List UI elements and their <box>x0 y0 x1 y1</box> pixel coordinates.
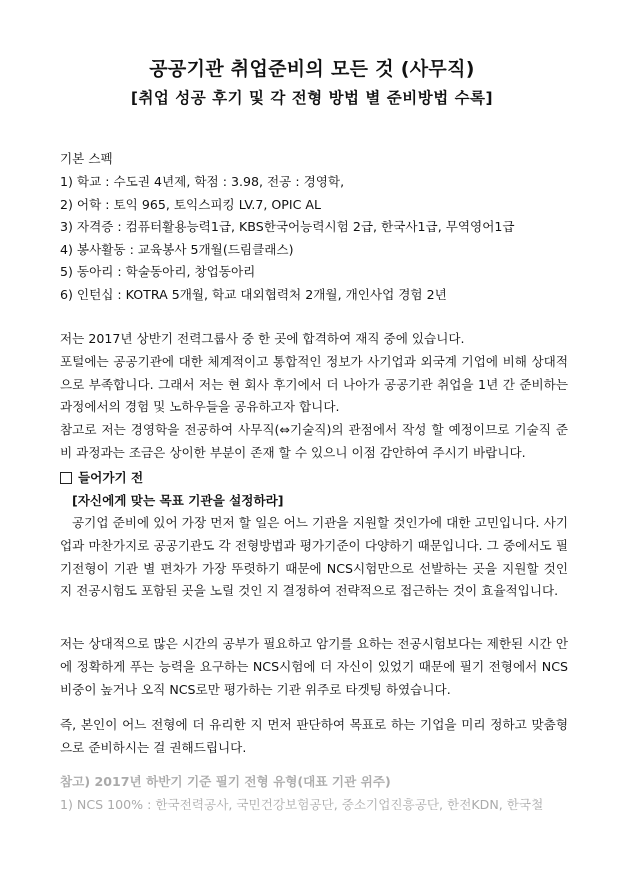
section-heading <box>60 470 143 486</box>
section-heading-label: 들어가기 전 <box>78 470 144 485</box>
document-subtitle: [취업 성공 후기 및 각 전형 방법 별 준비방법 수록] <box>130 89 494 107</box>
spec-item-internship: 6) 인턴십 : KOTRA 5개월, 학교 대외협력처 2개월, 개인사업 경험 2년 <box>60 286 447 302</box>
document-title: 공공기관 취업준비의 모든 것 (사무직) <box>149 58 475 80</box>
spec-list <box>60 174 515 310</box>
intro-paragraph: 저는 2017년 상반기 전력그룹사 중 한 곳에 합격하여 재직 중에 있습니다. <box>60 331 465 346</box>
body-paragraph <box>60 633 568 701</box>
paragraph-text: 즉, 본인이 어느 전형에 더 유리한 지 먼저 판단하여 목표로 하는 기업을 미리 정하고 맞춤형으로 준비하시는 걸 권해드립니다. <box>60 717 568 755</box>
spec-heading: 기본 스펙 <box>60 151 113 166</box>
body-paragraph <box>60 512 568 603</box>
body-paragraph <box>60 714 568 760</box>
spec-item-language: 2) 어학 : 토익 965, 토익스피킹 LV.7, OPIC AL <box>60 196 322 212</box>
spec-item-certificates: 3) 자격증 : 컴퓨터활용능력1급, KBS한국어능력시험 2급, 한국사1급, 무역영어1급 <box>60 219 515 235</box>
intro-paragraph: 포털에는 공공기관에 대한 체계적이고 통합적인 정보가 사기업과 외국계 기업에 비해 상대적으로 부족합니다. 그래서 저는 현 회사 후기에서 더 나아가 공공기관 취업을 1년 간 준비하는 과정에서의 경험 및 노하우들을 공유하고자 합니다. <box>60 353 568 415</box>
reference-item: 1) NCS 100% : 한국전력공사, 국민건강보험공단, 중소기업진흥공단, 한전KDN, 한국철 <box>60 797 544 812</box>
reference-title: 참고) 2017년 하반기 기준 필기 전형 유형(대표 기관 위주) <box>60 774 391 789</box>
spec-item-club: 5) 동아리 : 학술동아리, 창업동아리 <box>60 264 256 280</box>
intro-section <box>60 328 568 465</box>
spec-item-volunteer: 4) 봉사활동 : 교육봉사 5개월(드림클래스) <box>60 241 294 257</box>
paragraph-text: 저는 상대적으로 많은 시간의 공부가 필요하고 암기를 요하는 전공시험보다는 제한된 시간 안에 정확하게 푸는 능력을 요구하는 NCS시험에 더 자신이 있었기 때문에 필기 전형에서 NCS비중이 높거나 오직 NCS로만 평가하는 기관 위주로 타겟팅 하였습니다. <box>60 636 568 697</box>
paragraph-text: 공기업 준비에 있어 가장 먼저 할 일은 어느 기관을 지원할 것인가에 대한 고민입니다. 사기업과 마찬가지로 공공기관도 각 전형방법과 평가기준이 다양하기 때문입니다. 그 중에서도 필기전형이 기관 별 편차가 가장 뚜렷하기 때문에 NCS시험만으로 선발하는 곳을 지원할 것인 지 전공시험도 포함된 곳을 노릴 것인 지 결정하여 전략적으로 접근하는 것이 효율적입니다. <box>60 515 568 599</box>
intro-paragraph: 참고로 저는 경영학을 전공하여 사무직(⇔기술직)의 관점에서 작성 할 예정이므로 기술직 준비 과정과는 조금은 상이한 부분이 존재 할 수 있으니 이점 감안하여 주시기 바랍니다. <box>60 422 568 460</box>
checkbox-icon <box>60 472 72 484</box>
section-subheading: [자신에게 맞는 목표 기관을 설정하라] <box>72 493 284 508</box>
spec-item-school: 1) 학교 : 수도권 4년제, 학점 : 3.98, 전공 : 경영학, <box>60 174 345 189</box>
